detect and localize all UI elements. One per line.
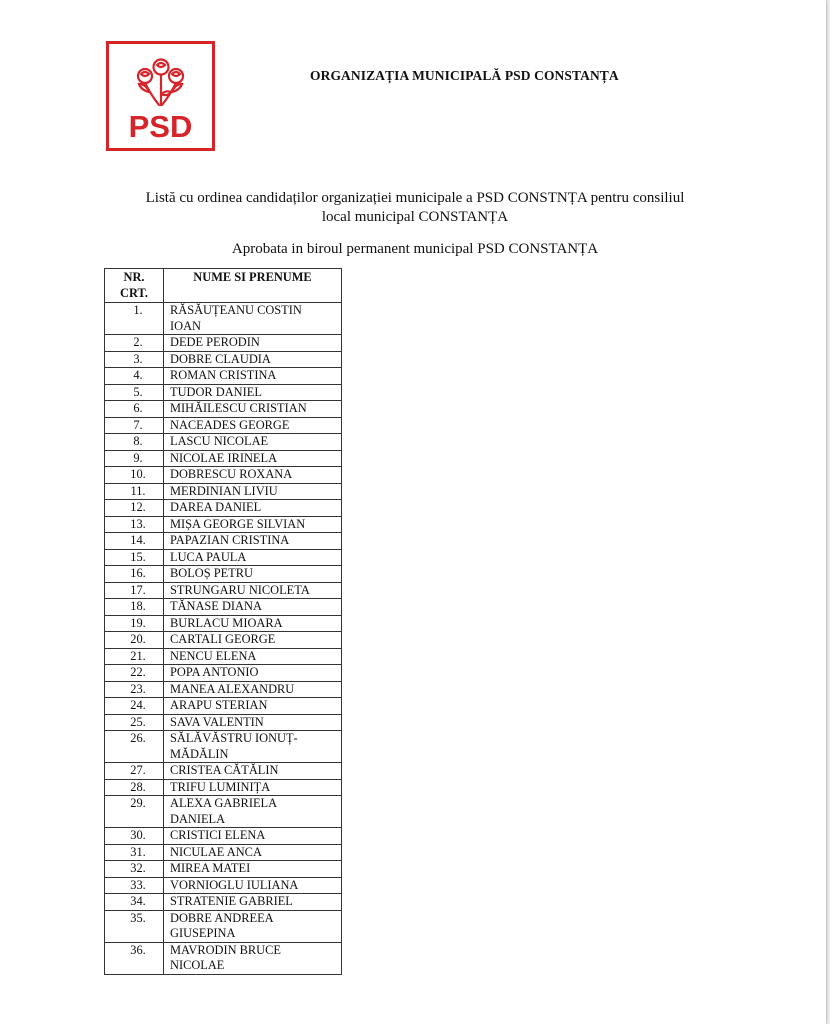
candidate-name-line: BOLOȘ PETRU [170,566,253,580]
candidate-name-line: MIȘA GEORGE SILVIAN [170,516,306,531]
candidate-name-line: MANEA ALEXANDRU [170,681,295,696]
list-description-line1: Listă cu ordinea candidaților organizației municipale a PSD CONSTNȚA pentru consiliul [145,190,685,206]
candidate-name [164,351,342,368]
candidate-name [164,731,342,763]
candidate-name-line: MIHĂILESCU CRISTIAN [170,401,307,415]
candidate-name-line: MERDINIAN LIVIU [170,483,278,498]
candidate-name-line: ROMAN CRISTINA [170,368,277,382]
table-row [105,779,342,796]
table-row [105,582,342,599]
candidate-name [164,582,342,599]
candidate-name [164,698,342,715]
row-number: 6. [105,401,164,418]
candidate-name-line: GIUSEPINA [170,926,236,940]
candidate-name-line: TRIFU LUMINIȚA [170,779,271,794]
table-row [105,335,342,352]
table-row [105,351,342,368]
row-number: 14. [105,533,164,550]
candidate-name [164,450,342,467]
candidate-name-line: TUDOR DANIEL [170,384,262,399]
candidate-name-line: PAPAZIAN CRISTINA [170,533,290,547]
candidate-name [164,763,342,780]
row-number: 21. [105,648,164,665]
candidate-name-line: ALEXA GABRIELA [170,796,278,810]
candidate-name [164,615,342,632]
row-number: 9. [105,450,164,467]
candidate-name-line: SĂLĂVĂSTRU IONUȚ- [170,731,298,745]
candidate-name [164,533,342,550]
candidate-name [164,500,342,517]
candidate-name [164,894,342,911]
table-row [105,698,342,715]
logo-text: PSD [128,109,193,144]
candidate-name-line: LASCU NICOLAE [170,434,269,448]
table-row [105,401,342,418]
table-row [105,615,342,632]
row-number: 2. [105,335,164,352]
candidate-name-line: TĂNASE DIANA [170,599,262,613]
candidate-name [164,877,342,894]
row-number: 29. [105,796,164,828]
table-row [105,877,342,894]
candidate-name [164,681,342,698]
table-row [105,368,342,385]
table-row [105,828,342,845]
candidate-name-line: MĂDĂLIN [170,746,229,761]
candidate-name-line: NICOLAE [170,958,225,972]
approval-note: Aprobata in biroul permanent municipal PSD CONSTANȚA [231,241,599,257]
row-number: 27. [105,763,164,780]
row-number: 28. [105,779,164,796]
row-number: 12. [105,500,164,517]
row-number: 32. [105,861,164,878]
table-row [105,894,342,911]
candidate-name-line: LUCA PAULA [170,549,247,564]
candidate-name [164,303,342,335]
candidate-name-line: DEDE PERODIN [170,335,260,349]
candidate-name [164,384,342,401]
row-number: 30. [105,828,164,845]
row-number: 34. [105,894,164,911]
row-number: 17. [105,582,164,599]
row-number: 11. [105,483,164,500]
candidate-name [164,632,342,649]
row-number: 20. [105,632,164,649]
table-row [105,796,342,828]
row-number: 1. [105,303,164,335]
table-row [105,500,342,517]
candidate-name [164,483,342,500]
candidate-name-line: DAREA DANIEL [170,500,262,514]
candidate-name-line: NICOLAE IRINELA [170,450,278,465]
row-number: 15. [105,549,164,566]
candidate-name-line: NICULAE ANCA [170,844,262,859]
list-description-line2: local municipal CONSTANȚA [321,209,509,225]
row-number: 13. [105,516,164,533]
row-number: 26. [105,731,164,763]
table-row [105,450,342,467]
row-number: 35. [105,910,164,942]
candidate-name-line: MIREA MATEI [170,861,251,875]
nr-header-line1: NR. [123,270,145,284]
table-row [105,384,342,401]
rose-icon [109,44,212,148]
table-row [105,731,342,763]
candidate-name [164,828,342,845]
psd-logo [106,41,215,151]
candidate-name [164,910,342,942]
candidate-name-line: DOBRESCU ROXANA [170,467,293,481]
row-number: 5. [105,384,164,401]
table-row [105,303,342,335]
row-number: 36. [105,942,164,974]
candidate-name-line: IOAN [170,318,201,333]
candidate-name-line: ARAPU STERIAN [170,698,268,712]
row-number: 22. [105,665,164,682]
candidate-name-line: CARTALI GEORGE [170,632,276,646]
candidate-name-line: CRISTEA CĂTĂLIN [170,763,279,777]
candidate-name [164,942,342,974]
table-row [105,942,342,974]
candidate-name-line: POPA ANTONIO [170,665,259,679]
row-number: 23. [105,681,164,698]
candidates-table [104,268,342,975]
row-number: 18. [105,599,164,616]
candidate-name [164,648,342,665]
candidate-name [164,516,342,533]
table-row [105,417,342,434]
row-number: 4. [105,368,164,385]
row-number: 19. [105,615,164,632]
candidate-name [164,861,342,878]
table-row [105,714,342,731]
candidate-name-line: BURLACU MIOARA [170,615,283,630]
candidate-name [164,467,342,484]
row-number: 3. [105,351,164,368]
nr-crt-header [105,269,164,303]
row-number: 10. [105,467,164,484]
candidates-table-body [105,303,342,975]
row-number: 25. [105,714,164,731]
row-number: 24. [105,698,164,715]
candidate-name-line: DOBRE ANDREEA [170,910,274,925]
candidate-name [164,779,342,796]
table-row [105,599,342,616]
row-number: 8. [105,434,164,451]
table-row [105,533,342,550]
candidate-name [164,665,342,682]
candidate-name [164,844,342,861]
table-row [105,681,342,698]
organization-title: ORGANIZAȚIA MUNICIPALĂ PSD CONSTANȚA [310,68,619,83]
table-row [105,861,342,878]
nr-header-line2: CRT. [120,285,148,300]
list-description [100,189,730,227]
table-row [105,648,342,665]
table-row [105,549,342,566]
table-row [105,483,342,500]
candidate-name [164,599,342,616]
table-row [105,665,342,682]
candidate-name-line: VORNIOGLU IULIANA [170,877,299,892]
candidate-name-line: STRATENIE GABRIEL [170,894,293,908]
candidate-name-line: DANIELA [170,811,226,826]
row-number: 33. [105,877,164,894]
table-row [105,910,342,942]
row-number: 31. [105,844,164,861]
candidate-name [164,566,342,583]
table-row [105,763,342,780]
table-row [105,566,342,583]
row-number: 7. [105,417,164,434]
candidate-name-line: DOBRE CLAUDIA [170,351,271,366]
candidate-name-line: CRISTICI ELENA [170,828,266,842]
candidate-name [164,714,342,731]
candidate-name [164,549,342,566]
name-header: NUME SI PRENUME [164,269,342,303]
candidate-name-line: NENCU ELENA [170,648,257,663]
candidate-name-line: STRUNGARU NICOLETA [170,582,310,597]
candidate-name [164,335,342,352]
candidate-name-line: MAVRODIN BRUCE [170,942,281,957]
candidate-name [164,401,342,418]
candidate-name-line: RĂSĂUȚEANU COSTIN [170,303,302,317]
candidate-name [164,368,342,385]
candidate-name [164,417,342,434]
table-row [105,632,342,649]
candidate-name [164,796,342,828]
candidate-name [164,434,342,451]
table-row [105,467,342,484]
row-number: 16. [105,566,164,583]
candidate-name-line: SAVA VALENTIN [170,714,264,729]
table-row [105,434,342,451]
candidate-name-line: NACEADES GEORGE [170,417,290,432]
table-row [105,516,342,533]
table-row [105,844,342,861]
table-header-row [105,269,342,303]
